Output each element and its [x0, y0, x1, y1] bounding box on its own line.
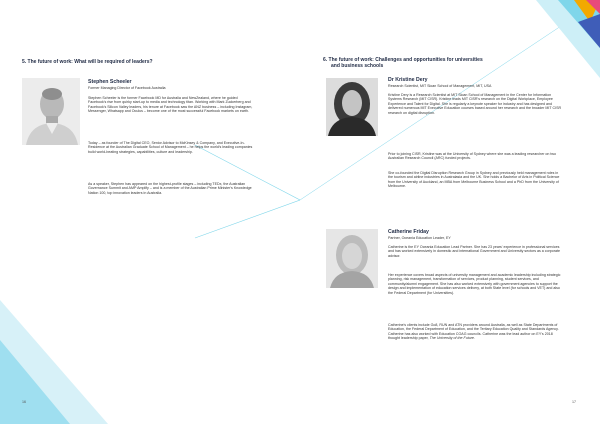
- profile-photo-catherine: [326, 229, 378, 288]
- bio-paragraph-1: Kristine Dery is a Research Scientist at MIT Sloan School of Management in the Center for Information Systems Research (MIT CISR). Kristine leads MIT CISR's research on the Digital Workplace, Employee Experience and Talent for Digital. She is regularly a keynote speaker for industry and has designed and delivered numerous MIT Executive Education courses based around her research and the broader MIT CISR research on digital disruption.: [388, 93, 562, 115]
- section-title: 5. The future of work: What will be required of leaders?: [22, 59, 153, 65]
- section-title-line-2: and business schools: [331, 63, 384, 69]
- connector-line-lower: [195, 200, 300, 238]
- bio-paragraph-2: Prior to joining CISR, Kristine was at the University of Sydney where she was a leading researcher on two Australian Research Council (ARC) funded projects.: [388, 152, 556, 161]
- bio-paragraph-3: [388, 323, 564, 341]
- bio-paragraph-1: Stephen Scheeler is the former Facebook MD for Australia and NewZealand, where he guided Facebook's rise from quirky start-up to media and technology titan. Working with Mark Zuckerberg and Facebook's Silicon Valley leaders, his tenure at Facebook saw the ANZ business – including Instagram, Messenger, Whatsapp and Oculus – become one of the most successful Facebook markets on earth.: [88, 96, 253, 114]
- page-number: 17: [572, 400, 576, 404]
- bio-paragraph-2: Today – as founder of The Digital CEO, Senior Advisor to McKinsey & Company, and Executive-In-Residence at the Australian Graduate School of Management – he helps the world's leading companies build world-beating strategies, capabilities, culture and leadership.: [88, 141, 253, 154]
- section-title-line-1: 6. The future of work: Challenges and opportunities for universities: [323, 57, 483, 63]
- bio-paragraph-1: Catherine is the EY Oceania Education Lead Partner. She has 23 years' experience in professional services and has worked extensively in domestic and international Government and University sectors as a corporate advisor.: [388, 245, 560, 258]
- right-page: [300, 0, 600, 424]
- bio-paragraph-2: Her experience covers broad aspects of university management and academic leadership including strategic planning, risk management, transformation of services, product planning, student services, and community/alumni engagement. She has also worked extensively with government agencies to support the design and implementation of education services delivery, at both State level (for schools and VET) and also the Federal Department (for Universities).: [388, 273, 561, 295]
- portrait-image: [22, 78, 80, 145]
- bio-paragraph-3-text: Catherine's clients include Go8, RUN and ATN providers around Australia, as well as State Departments of Education, the Federal Department of Education, and the Tertiary Education Quality and Standards Agency. Catherine has also worked with Education COAG councils. Catherine was the lead author on EY's 2018 thought leadership paper,: [388, 323, 559, 341]
- profile-photo-stephen: [22, 78, 80, 145]
- bio-paragraph-3: As a speaker, Stephen has appeared on the highest-profile stages – including TEDx, the Australian Governance Summit and AMP Amplify – and is a member of the Australian Prime Minister's Knowledge Nation 100, top innovation leaders in Australia.: [88, 182, 252, 195]
- paper-title: The University of the Future.: [429, 336, 475, 341]
- profile-role: Partner, Oceania Education Leader, EY: [388, 236, 451, 240]
- bio-paragraph-3: She co-founded the Digital Disruption Research Group in Sydney and previously held management roles in the tourism and airline industries in Australasia and the UK. She holds a Bachelor of Arts in Political Science from the University of Auckland, an MBA from Melbourne Business School and a PhD from the University of Melbourne.: [388, 171, 560, 189]
- page-number: 16: [22, 400, 26, 404]
- profile-role: Research Scientist, MIT Sloan School of Management, MIT, USA: [388, 84, 492, 88]
- portrait-image: [326, 78, 378, 136]
- profile-name: Stephen Scheeler: [88, 79, 132, 85]
- profile-photo-kristine: [326, 78, 378, 136]
- portrait-image: [326, 229, 378, 288]
- profile-name: Catherine Friday: [388, 229, 429, 235]
- profile-role: Former Managing Director of Facebook Australia: [88, 86, 166, 90]
- profile-name: Dr Kristine Dery: [388, 77, 428, 83]
